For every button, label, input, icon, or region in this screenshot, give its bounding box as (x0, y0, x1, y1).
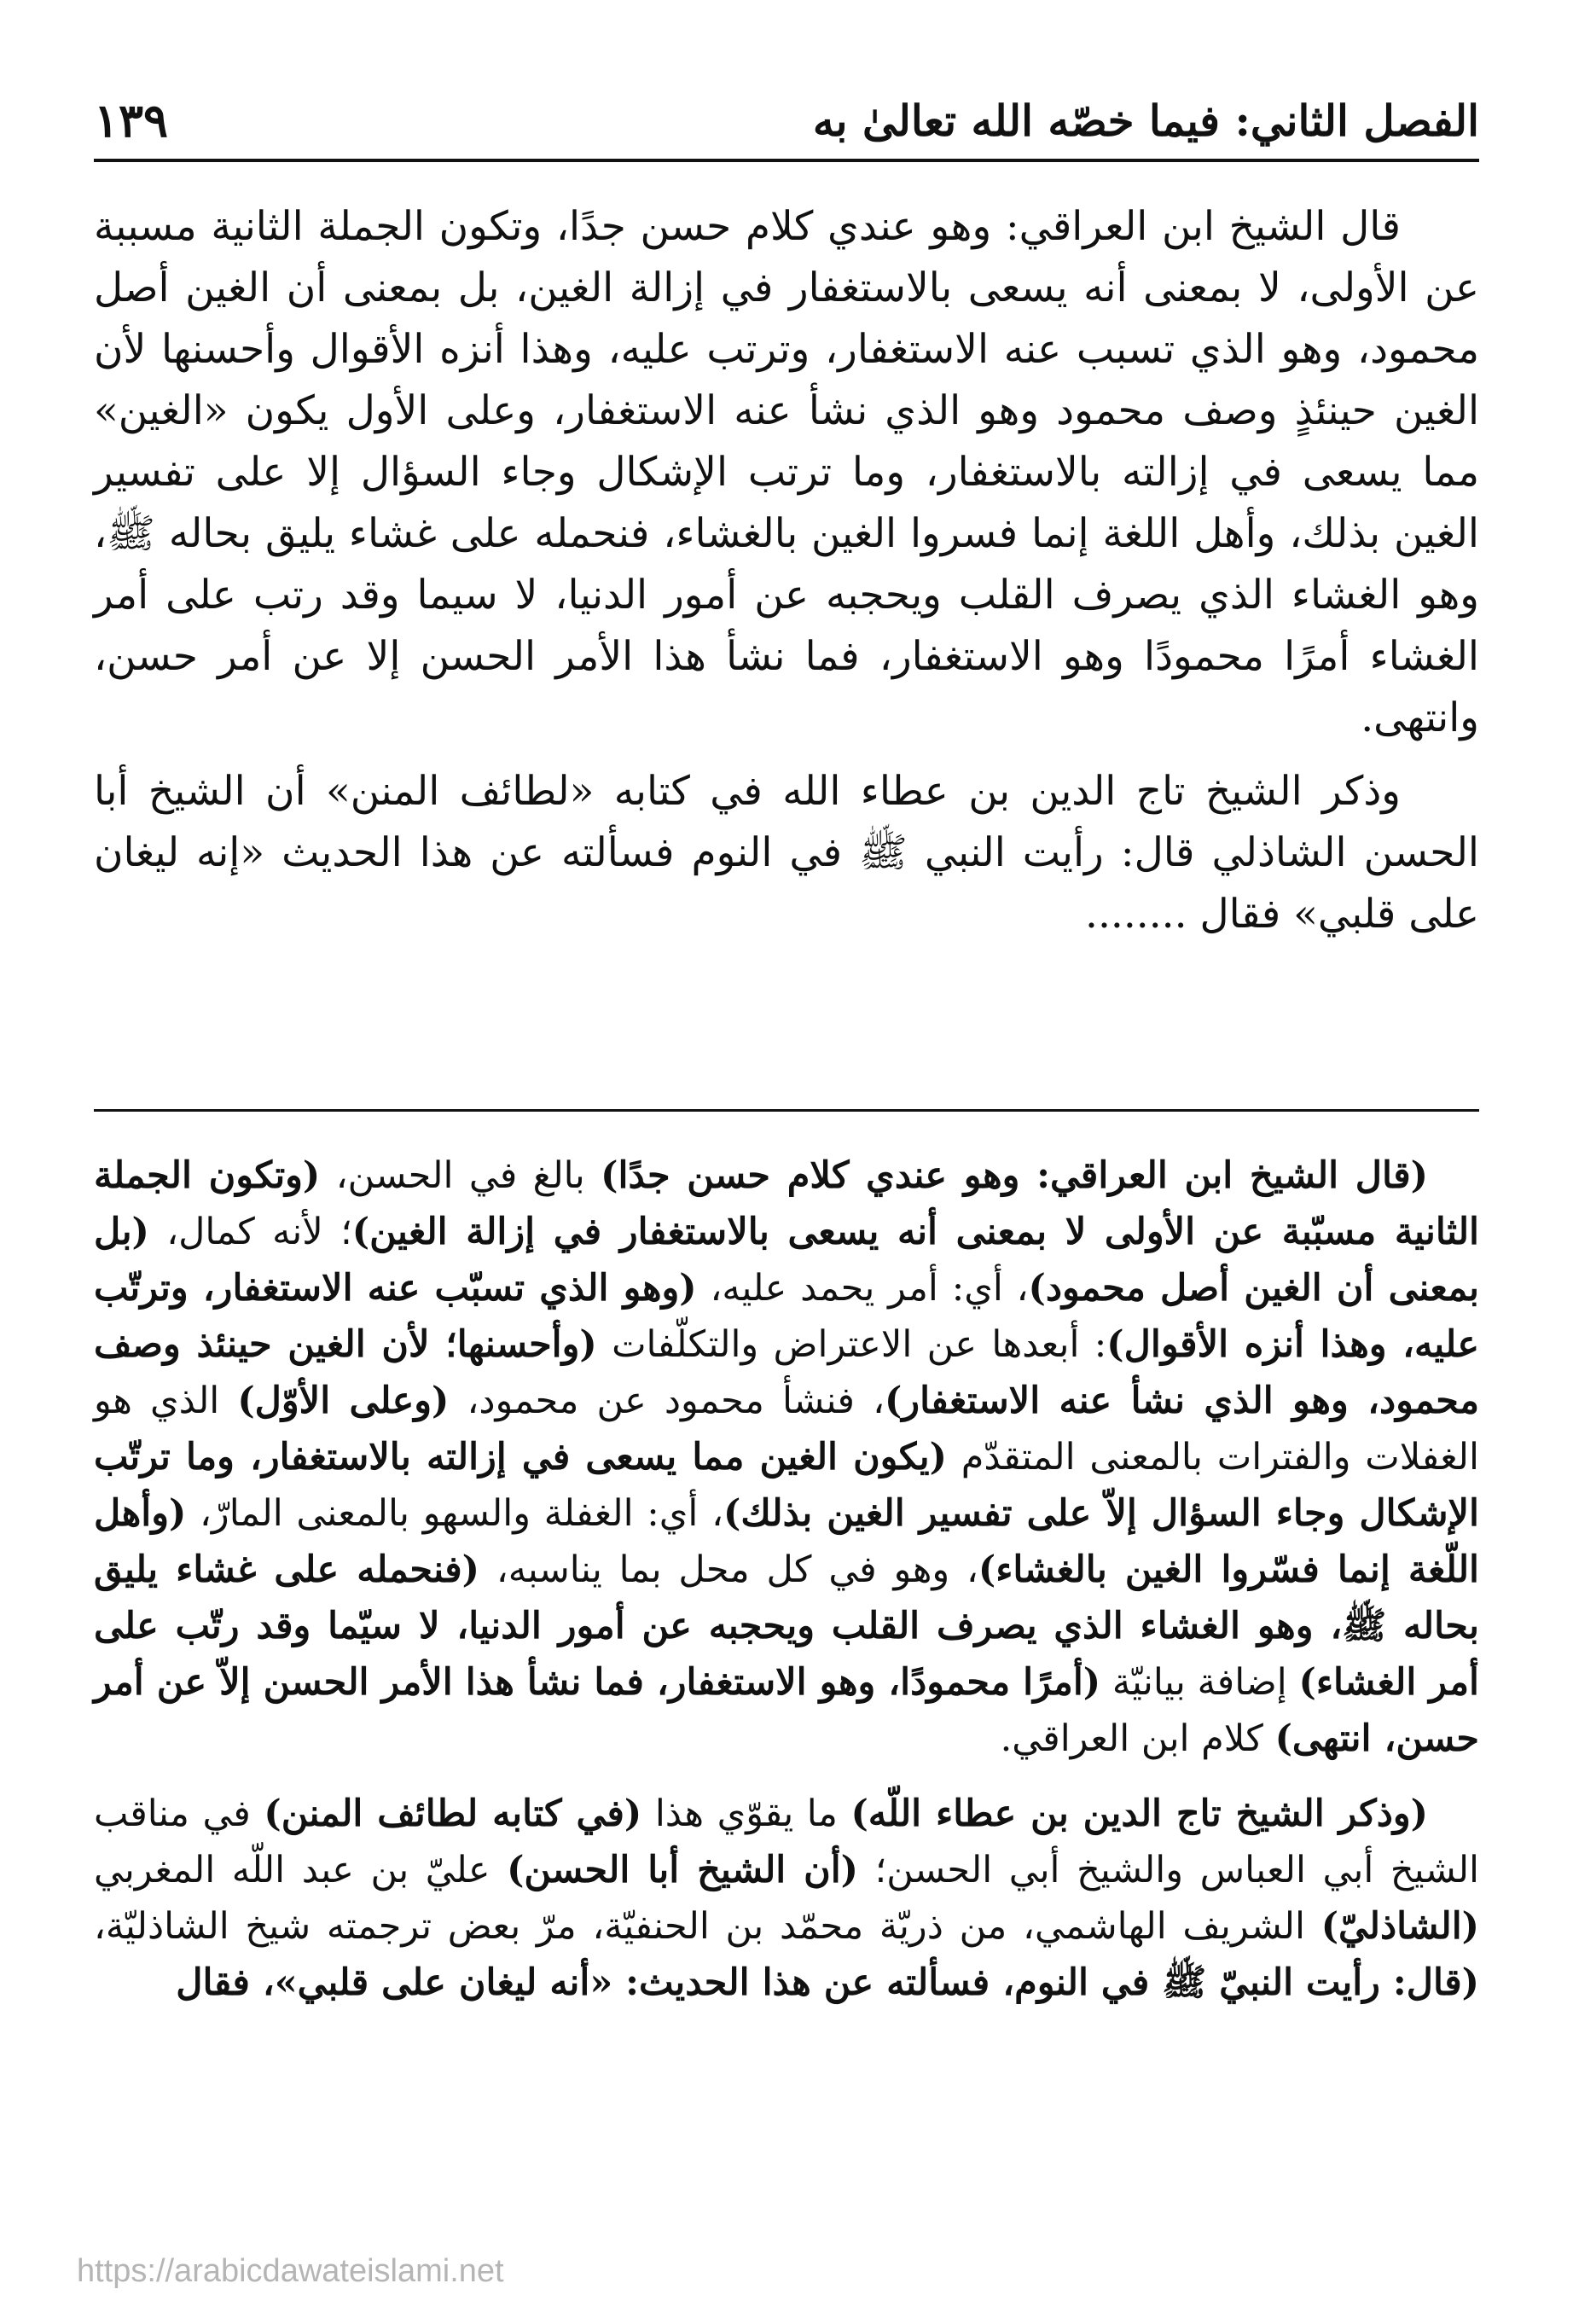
commentary-segment: ، أي: الغفلة والسهو بالمعنى المارّ، (186, 1492, 723, 1535)
commentary-segment: بالغ في الحسن، (320, 1154, 601, 1197)
matn-quote-segment: (في كتابه لطائف المنن) (264, 1792, 642, 1835)
page-number: ١٣٩ (94, 93, 169, 148)
watermark-url: https://arabicdawateislami.net (77, 2253, 504, 2289)
sharh-commentary-block (94, 1147, 1479, 2030)
commentary-segment: ، وهو في كل محل بما يناسبه، (479, 1548, 978, 1591)
matn-quote-segment: (وعلى الأوّل) (237, 1380, 450, 1422)
matn-quote-segment: (فنحمله على غشاء يليق بحاله ﷺ، وهو الغشاء الذي يصرف القلب ويحجبه عن أمور الدنيا، لا سيّما وقد رتّب على أمر الغشاء) (94, 1548, 1479, 1704)
text-separator-line (94, 1109, 1479, 1112)
matn-quote-segment: (قال: رأيت النبيّ ﷺ في النوم، فسألته عن هذا الحديث: «أنه ليغان على قلبي»، فقال (176, 1961, 1479, 2004)
commentary-segment: ما يقوّي هذا (641, 1792, 851, 1835)
matn-quote-segment: (بل بمعنى أن الغين أصل محمود) (94, 1211, 1479, 1310)
commentary-segment: : أبعدها عن الاعتراض والتكلّفات (596, 1323, 1107, 1366)
matn-quote-segment: (الشاذليّ) (1321, 1905, 1479, 1948)
commentary-segment: عليّ بن عبد اللّه المغربي (94, 1849, 508, 1891)
matn-quote-segment: (أن الشيخ أبا الحسن) (507, 1849, 859, 1891)
running-header (94, 82, 1479, 162)
commentary-segment: الذي هو الغفلات والفترات بالمعنى المتقدّم (94, 1380, 1479, 1479)
commentary-segment: في مناقب الشيخ أبي العباس والشيخ أبي الحسن؛ (94, 1792, 1479, 1891)
matn-quote-segment: (وتكون الجملة الثانية مسبّبة عن الأولى لا بمعنى أنه يسعى بالاستغفار في إزالة الغين) (94, 1154, 1479, 1253)
matn-quote-segment: (وذكر الشيخ تاج الدين بن عطاء اللّه) (850, 1792, 1429, 1835)
commentary-segment: الشريف الهاشمي، من ذريّة محمّد بن الحنفيّة، مرّ بعض ترجمته شيخ الشاذليّة، (94, 1905, 1321, 1948)
matn-paragraph-2: وذكر الشيخ تاج الدين بن عطاء الله في كتابه «لطائف المنن» أن الشيخ أبا الحسن الشاذلي قال: رأيت النبي ﷺ في النوم فسألته عن هذا الحديث «إنه ليغان على قلبي» فقال ........ (94, 768, 1479, 938)
matn-quote-segment: (قال الشيخ ابن العراقي: وهو عندي كلام حسن جدًا) (601, 1154, 1428, 1197)
matn-quote-segment: (وأحسنها؛ لأن الغين حينئذ وصف محمود، وهو الذي نشأ عنه الاستغفار) (94, 1323, 1479, 1422)
matn-quote-segment: (أمرًا محمودًا، وهو الاستغفار، فما نشأ هذا الأمر الحسن إلاّ عن أمر حسن، انتهى) (94, 1661, 1479, 1760)
matn-text-block (94, 196, 1479, 957)
matn-quote-segment: (وأهل اللّغة إنما فسّروا الغين بالغشاء) (94, 1492, 1479, 1591)
matn-paragraph-1: قال الشيخ ابن العراقي: وهو عندي كلام حسن جدًا، وتكون الجملة الثانية مسببة عن الأولى، لا بمعنى أنه يسعى بالاستغفار في إزالة الغين، بل بمعنى أن الغين أصل محمود، وهو الذي تسبب عنه الاستغفار، وترتب عليه، وهذا أنزه الأقوال وأحسنها لأن الغين حينئذٍ وصف محمود وهو الذي نشأ عنه الاستغفار، وعلى الأول يكون «الغين» مما يسعى في إزالته بالاستغفار، وما ترتب الإشكال وجاء السؤال إلا على تفسير الغين بذلك، وأهل اللغة إنما فسروا الغين بالغشاء، فنحمله على غشاء يليق بحاله ﷺ، وهو الغشاء الذي يصرف القلب ويحجبه عن أمور الدنيا، لا سيما وقد رتب على أمر الغشاء أمرًا محمودًا وهو الاستغفار، فما نشأ هذا الأمر الحسن إلا عن أمر حسن، وانتهى. (94, 203, 1479, 741)
commentary-segment: ؛ لأنه كمال، (148, 1211, 352, 1253)
matn-quote-segment: (وهو الذي تسبّب عنه الاستغفار، وترتّب عليه، وهذا أنزه الأقوال) (94, 1267, 1479, 1366)
sharh-paragraph-2 (94, 1786, 1479, 2011)
sharh-paragraph-1 (94, 1147, 1479, 1767)
commentary-segment: إضافة بيانيّة (1100, 1661, 1299, 1704)
chapter-title: الفصل الثاني: فيما خصّه الله تعالىٰ به (812, 95, 1479, 146)
commentary-segment: ، فنشأ محمود عن محمود، (449, 1380, 885, 1422)
commentary-segment: كلام ابن العراقي. (1000, 1717, 1275, 1760)
matn-quote-segment: (يكون الغين مما يسعى في إزالته بالاستغفار، وما ترتّب الإشكال وجاء السؤال إلاّ على تفسير الغين بذلك) (94, 1436, 1479, 1535)
commentary-segment: ، أي: أمر يحمد عليه، (696, 1267, 1029, 1310)
